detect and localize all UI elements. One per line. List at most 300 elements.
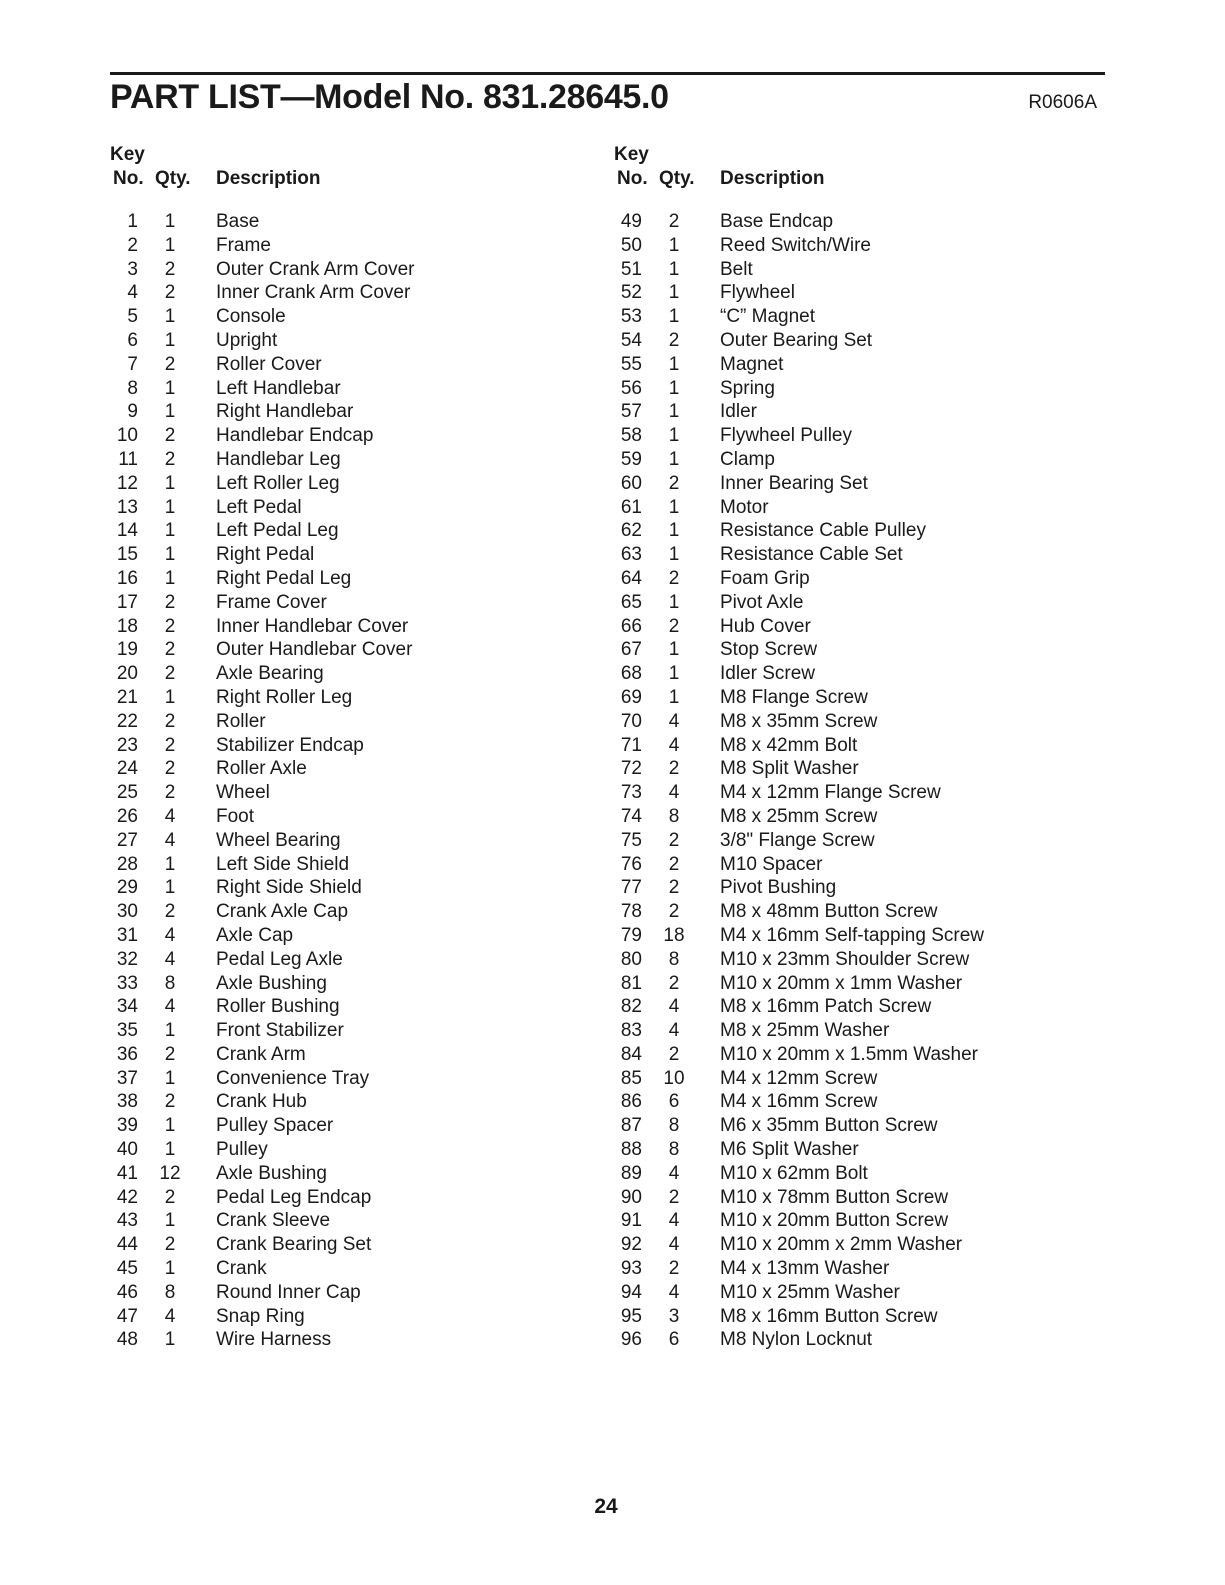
part-description: Right Pedal Leg	[216, 567, 352, 589]
key-number: 40	[116, 1139, 138, 1161]
part-row	[110, 734, 590, 758]
key-number: 61	[620, 496, 642, 518]
part-description: M8 Nylon Locknut	[720, 1329, 873, 1351]
key-number: 5	[127, 306, 138, 328]
part-description: M10 x 20mm Button Screw	[720, 1210, 949, 1232]
key-number: 6	[127, 329, 138, 351]
key-number: 55	[620, 353, 642, 375]
key-number: 74	[620, 805, 642, 827]
part-description: M10 x 62mm Bolt	[720, 1162, 868, 1184]
key-number: 22	[116, 710, 138, 732]
quantity: 2	[668, 972, 680, 994]
part-description: M4 x 16mm Screw	[720, 1091, 878, 1113]
part-row	[110, 1162, 590, 1186]
part-row	[110, 686, 590, 710]
part-description: Resistance Cable Set	[720, 544, 903, 566]
part-description: Console	[216, 306, 286, 328]
part-description: Outer Crank Arm Cover	[216, 258, 415, 280]
key-number: 92	[620, 1234, 642, 1256]
quantity: 2	[164, 782, 176, 804]
key-number: 19	[116, 639, 138, 661]
part-row	[110, 829, 590, 853]
quantity: 2	[164, 1234, 176, 1256]
part-description: Pulley Spacer	[216, 1115, 334, 1137]
part-row	[614, 734, 1094, 758]
part-row	[614, 1019, 1094, 1043]
part-description: Axle Cap	[216, 924, 294, 946]
key-number: 91	[620, 1210, 642, 1232]
key-number: 60	[620, 472, 642, 494]
key-number: 82	[620, 996, 642, 1018]
part-row	[614, 757, 1094, 781]
key-number: 68	[620, 663, 642, 685]
part-row	[110, 924, 590, 948]
part-description: M8 x 25mm Screw	[720, 805, 878, 827]
key-number: 31	[116, 924, 138, 946]
part-description: Roller	[216, 710, 266, 732]
part-description: Pedal Leg Endcap	[216, 1186, 372, 1208]
part-description: Motor	[720, 496, 769, 518]
part-row	[614, 1328, 1094, 1352]
quantity: 4	[668, 1234, 680, 1256]
part-row	[614, 377, 1094, 401]
quantity: 1	[164, 567, 176, 589]
part-row	[110, 424, 590, 448]
quantity: 1	[164, 1329, 176, 1351]
quantity: 4	[668, 1281, 680, 1303]
quantity: 2	[164, 258, 176, 280]
part-row	[110, 781, 590, 805]
quantity: 1	[668, 544, 680, 566]
quantity: 1	[164, 377, 176, 399]
key-number: 86	[620, 1091, 642, 1113]
part-row	[614, 662, 1094, 686]
part-row	[614, 972, 1094, 996]
part-row	[110, 281, 590, 305]
part-description: Convenience Tray	[216, 1067, 370, 1089]
part-row	[614, 1138, 1094, 1162]
quantity: 1	[668, 496, 680, 518]
part-description: Stop Screw	[720, 639, 818, 661]
quantity: 2	[164, 425, 176, 447]
key-number: 30	[116, 901, 138, 923]
key-number: 34	[116, 996, 138, 1018]
part-description: Handlebar Endcap	[216, 425, 374, 447]
key-number: 20	[116, 663, 138, 685]
quantity: 1	[164, 211, 176, 232]
quantity: 10	[663, 1067, 685, 1089]
key-number: 11	[118, 448, 138, 470]
part-row	[110, 1281, 590, 1305]
part-row	[110, 591, 590, 615]
part-row	[110, 377, 590, 401]
part-row	[614, 995, 1094, 1019]
quantity: 2	[164, 710, 176, 732]
key-number: 18	[116, 615, 138, 637]
key-header: Key	[614, 144, 649, 165]
quantity: 8	[668, 1115, 680, 1137]
part-description: Crank Arm	[216, 1043, 306, 1065]
part-row	[614, 781, 1094, 805]
key-header: Key	[110, 144, 145, 165]
quantity: 2	[164, 353, 176, 375]
part-description: Right Roller Leg	[216, 686, 353, 708]
part-description: M10 x 20mm x 1mm Washer	[720, 972, 963, 994]
key-number: 63	[620, 544, 642, 566]
part-row	[110, 567, 590, 591]
part-row	[110, 662, 590, 686]
part-description: M8 x 48mm Button Screw	[720, 901, 938, 923]
part-description: “C” Magnet	[720, 306, 816, 328]
part-row	[614, 1162, 1094, 1186]
quantity: 2	[668, 1186, 680, 1208]
part-description: Belt	[720, 258, 753, 280]
part-row	[614, 829, 1094, 853]
key-number: 36	[116, 1043, 138, 1065]
part-row	[614, 234, 1094, 258]
part-description: Frame Cover	[216, 591, 327, 613]
quantity: 8	[668, 805, 680, 827]
key-number: 4	[127, 282, 138, 304]
quantity: 8	[164, 972, 176, 994]
quantity: 2	[164, 448, 176, 470]
part-description: Front Stabilizer	[216, 1020, 344, 1042]
quantity: 1	[668, 353, 680, 375]
key-number: 73	[620, 782, 642, 804]
part-row	[614, 1186, 1094, 1210]
key-number: 17	[116, 591, 138, 613]
key-number: 76	[620, 853, 642, 875]
part-description: Crank Hub	[216, 1091, 307, 1113]
key-number: 16	[116, 567, 138, 589]
key-number: 75	[620, 829, 642, 851]
part-description: 3/8" Flange Screw	[720, 829, 875, 851]
key-number: 35	[116, 1020, 138, 1042]
part-description: Axle Bearing	[216, 663, 324, 685]
part-row	[110, 1305, 590, 1329]
key-number: 72	[620, 758, 642, 780]
part-description: Right Pedal	[216, 544, 315, 566]
title-rule	[110, 72, 1105, 75]
part-row	[614, 1305, 1094, 1329]
part-row	[614, 1233, 1094, 1257]
part-row	[110, 1257, 590, 1281]
quantity: 2	[668, 853, 680, 875]
part-description: M10 x 78mm Button Screw	[720, 1186, 949, 1208]
part-description: Roller Cover	[216, 353, 322, 375]
key-number: 9	[127, 401, 138, 423]
part-description: M4 x 13mm Washer	[720, 1258, 890, 1280]
part-description: Roller Axle	[216, 758, 307, 780]
key-number: 13	[116, 496, 138, 518]
part-row	[110, 234, 590, 258]
key-number: 49	[620, 211, 642, 232]
part-description: Round Inner Cap	[216, 1281, 361, 1303]
part-row	[110, 543, 590, 567]
key-number: 25	[116, 782, 138, 804]
key-number: 44	[116, 1234, 138, 1256]
key-number: 69	[620, 686, 642, 708]
part-description: Reed Switch/Wire	[720, 234, 871, 256]
quantity: 1	[164, 472, 176, 494]
quantity: 4	[164, 924, 176, 946]
key-number: 50	[620, 234, 642, 256]
key-number: 27	[116, 829, 138, 851]
part-row	[110, 258, 590, 282]
quantity: 1	[164, 401, 176, 423]
part-description: Axle Bushing	[216, 1162, 327, 1184]
quantity: 6	[668, 1091, 680, 1113]
quantity: 4	[164, 1305, 176, 1327]
part-row	[614, 424, 1094, 448]
part-description: Pivot Axle	[720, 591, 804, 613]
part-row	[614, 615, 1094, 639]
key-number: 24	[116, 758, 138, 780]
part-row	[614, 638, 1094, 662]
part-description: Crank Axle Cap	[216, 901, 349, 923]
part-description: Frame	[216, 234, 271, 256]
key-number: 53	[620, 306, 642, 328]
key-number: 10	[116, 425, 138, 447]
part-row	[110, 948, 590, 972]
part-row	[110, 496, 590, 520]
quantity: 4	[668, 734, 680, 756]
part-description: M8 x 25mm Washer	[720, 1020, 890, 1042]
key-number: 3	[127, 258, 138, 280]
key-number: 2	[127, 234, 138, 256]
part-description: M4 x 12mm Screw	[720, 1067, 878, 1089]
quantity: 2	[164, 1186, 176, 1208]
part-description: Resistance Cable Pulley	[720, 520, 926, 542]
quantity: 2	[668, 758, 680, 780]
part-description: Right Side Shield	[216, 877, 362, 899]
key-number: 48	[116, 1329, 138, 1351]
part-description: M10 Spacer	[720, 853, 823, 875]
key-number: 87	[620, 1115, 642, 1137]
part-row	[614, 1114, 1094, 1138]
key-number: 94	[620, 1281, 642, 1303]
part-description: Stabilizer Endcap	[216, 734, 364, 756]
part-row	[614, 1209, 1094, 1233]
part-row	[110, 638, 590, 662]
key-number: 54	[620, 329, 642, 351]
key-number: 43	[116, 1210, 138, 1232]
part-description: Upright	[216, 329, 278, 351]
key-number: 28	[116, 853, 138, 875]
quantity: 1	[668, 591, 680, 613]
quantity: 8	[668, 948, 680, 970]
part-row	[614, 519, 1094, 543]
part-row	[110, 972, 590, 996]
quantity: 2	[668, 901, 680, 923]
quantity: 4	[164, 805, 176, 827]
key-number: 33	[116, 972, 138, 994]
part-row	[110, 757, 590, 781]
part-row	[110, 1233, 590, 1257]
quantity: 2	[164, 734, 176, 756]
part-description: Roller Bushing	[216, 996, 340, 1018]
description-header: Description	[216, 168, 321, 189]
key-number: 42	[116, 1186, 138, 1208]
part-description: Left Handlebar	[216, 377, 341, 399]
key-number: 66	[620, 615, 642, 637]
quantity: 4	[668, 1162, 680, 1184]
quantity: 4	[668, 996, 680, 1018]
part-row	[110, 1138, 590, 1162]
key-number: 70	[620, 710, 642, 732]
part-row	[110, 900, 590, 924]
part-description: Clamp	[720, 448, 775, 470]
part-description: M8 x 42mm Bolt	[720, 734, 858, 756]
part-row	[110, 615, 590, 639]
part-row	[614, 353, 1094, 377]
document-code: R0606A	[1028, 92, 1097, 113]
quantity: 1	[668, 282, 680, 304]
part-description: M8 Split Washer	[720, 758, 859, 780]
quantity: 1	[164, 329, 176, 351]
part-row	[110, 1114, 590, 1138]
quantity: 4	[164, 948, 176, 970]
part-row	[614, 400, 1094, 424]
key-number: 83	[620, 1020, 642, 1042]
part-description: Left Roller Leg	[216, 472, 340, 494]
quantity: 1	[668, 639, 680, 661]
quantity: 1	[668, 401, 680, 423]
parts-list-left	[110, 210, 590, 1352]
quantity: 1	[668, 686, 680, 708]
part-row	[614, 543, 1094, 567]
part-description: Wheel Bearing	[216, 829, 341, 851]
part-description: Left Pedal Leg	[216, 520, 339, 542]
part-row	[614, 1257, 1094, 1281]
part-row	[110, 805, 590, 829]
key-number: 88	[620, 1139, 642, 1161]
key-number: 14	[116, 520, 138, 542]
part-row	[110, 210, 590, 234]
qty-header: Qty.	[659, 168, 695, 189]
part-description: Crank Bearing Set	[216, 1234, 372, 1256]
quantity: 1	[164, 686, 176, 708]
part-description: Right Handlebar	[216, 401, 354, 423]
part-description: M10 x 23mm Shoulder Screw	[720, 948, 970, 970]
part-row	[614, 1090, 1094, 1114]
key-number: 47	[116, 1305, 138, 1327]
part-row	[614, 281, 1094, 305]
key-number: 7	[127, 353, 138, 375]
quantity: 1	[164, 1139, 176, 1161]
quantity: 1	[668, 377, 680, 399]
quantity: 4	[668, 1020, 680, 1042]
key-number: 56	[620, 377, 642, 399]
part-row	[614, 496, 1094, 520]
qty-header: Qty.	[155, 168, 191, 189]
quantity: 1	[164, 877, 176, 899]
part-row	[614, 1067, 1094, 1091]
part-description: Idler	[720, 401, 757, 423]
part-description: Left Side Shield	[216, 853, 350, 875]
quantity: 2	[164, 758, 176, 780]
key-number: 23	[116, 734, 138, 756]
quantity: 2	[668, 877, 680, 899]
quantity: 1	[164, 520, 176, 542]
part-row	[110, 1043, 590, 1067]
part-description: Magnet	[720, 353, 784, 375]
part-row	[614, 1281, 1094, 1305]
quantity: 2	[668, 472, 680, 494]
part-row	[614, 710, 1094, 734]
part-description: Inner Handlebar Cover	[216, 615, 409, 637]
part-description: Axle Bushing	[216, 972, 327, 994]
quantity: 1	[164, 1115, 176, 1137]
key-number: 26	[116, 805, 138, 827]
part-row	[614, 1043, 1094, 1067]
quantity: 12	[159, 1162, 181, 1184]
key-number: 93	[620, 1258, 642, 1280]
part-row	[614, 686, 1094, 710]
quantity: 2	[668, 211, 680, 232]
part-description: Idler Screw	[720, 663, 816, 685]
part-description: M4 x 16mm Self-tapping Screw	[720, 924, 984, 946]
part-row	[614, 853, 1094, 877]
key-number: 89	[620, 1162, 642, 1184]
part-row	[614, 876, 1094, 900]
part-row	[614, 948, 1094, 972]
quantity: 2	[668, 329, 680, 351]
quantity: 4	[668, 1210, 680, 1232]
page-title: PART LIST—Model No. 831.28645.0	[110, 78, 669, 116]
key-number: 67	[620, 639, 642, 661]
part-row	[110, 1186, 590, 1210]
quantity: 6	[668, 1329, 680, 1351]
key-number: 59	[620, 448, 642, 470]
quantity: 2	[164, 282, 176, 304]
part-row	[110, 1019, 590, 1043]
part-description: Outer Handlebar Cover	[216, 639, 413, 661]
quantity: 1	[668, 663, 680, 685]
part-description: Handlebar Leg	[216, 448, 341, 470]
quantity: 2	[668, 1258, 680, 1280]
quantity: 2	[164, 1091, 176, 1113]
key-number: 78	[620, 901, 642, 923]
part-description: M8 x 16mm Patch Screw	[720, 996, 932, 1018]
part-description: Foot	[216, 805, 255, 827]
key-number: 29	[116, 877, 138, 899]
quantity: 4	[164, 829, 176, 851]
part-description: Base	[216, 211, 260, 232]
key-number: 85	[620, 1067, 642, 1089]
quantity: 1	[164, 306, 176, 328]
part-description: Hub Cover	[720, 615, 811, 637]
part-row	[110, 853, 590, 877]
key-number: 15	[116, 544, 138, 566]
quantity: 2	[668, 1043, 680, 1065]
part-description: Outer Bearing Set	[720, 329, 873, 351]
part-description: Flywheel	[720, 282, 795, 304]
key-number: 84	[620, 1043, 642, 1065]
part-description: Flywheel Pulley	[720, 425, 852, 447]
part-row	[110, 400, 590, 424]
quantity: 1	[668, 258, 680, 280]
quantity: 1	[164, 1067, 176, 1089]
part-row	[614, 591, 1094, 615]
part-description: Spring	[720, 377, 775, 399]
part-description: Crank Sleeve	[216, 1210, 331, 1232]
no-header: No.	[113, 168, 144, 189]
part-row	[614, 900, 1094, 924]
part-description: M10 x 20mm x 1.5mm Washer	[720, 1043, 978, 1065]
quantity: 8	[668, 1139, 680, 1161]
quantity: 1	[668, 425, 680, 447]
